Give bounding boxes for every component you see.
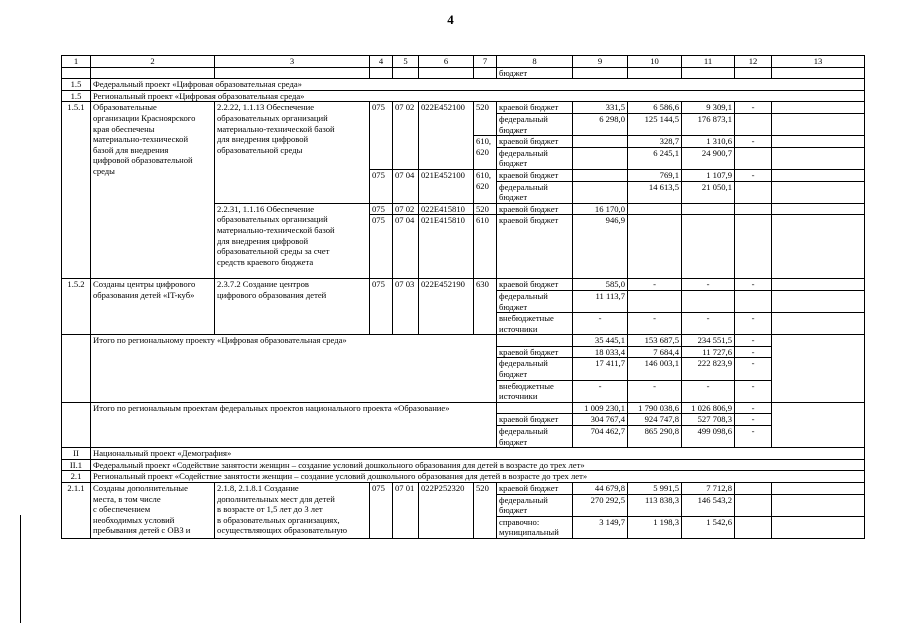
- value-cell: 6 298,0: [573, 113, 628, 135]
- source-cell: федеральный бюджет: [497, 290, 573, 312]
- code-cell: 07 02: [393, 102, 419, 170]
- activity-name: 2.3.7.2 Создание центров цифрового образования детей: [215, 279, 370, 335]
- value-cell: 1 107,9: [682, 169, 735, 181]
- value-cell: 946,9: [573, 215, 628, 279]
- source-cell: внебюджетные источники: [497, 380, 573, 402]
- value-cell: -: [735, 102, 772, 114]
- source-cell: краевой бюджет: [497, 203, 573, 215]
- source-cell: федеральный бюджет: [497, 113, 573, 135]
- value-cell: -: [735, 313, 772, 335]
- value-cell: 924 747,8: [628, 414, 682, 426]
- activity-name: 2.1.8, 2.1.8.1 Создание дополнительных мест для детей в возрасте от 1,5 лет до 3 лет в образовательных организациях, осуществляющих образовательную: [215, 483, 370, 539]
- table-row: [62, 67, 865, 79]
- value-cell: -: [573, 313, 628, 335]
- value-cell: 304 767,4: [573, 414, 628, 426]
- source-cell: внебюджетные источники: [497, 313, 573, 335]
- code-cell: 022P252320: [419, 483, 474, 539]
- code-cell: 075: [370, 102, 393, 170]
- code-cell: 07 01: [393, 483, 419, 539]
- margin-line: [20, 515, 21, 623]
- code-cell: 07 04: [393, 169, 419, 203]
- source-cell: бюджет: [497, 67, 573, 79]
- source-cell: краевой бюджет: [497, 414, 573, 426]
- code-cell: 610, 620: [474, 136, 497, 170]
- header-row: [62, 56, 865, 68]
- row-number: II.1: [62, 459, 91, 471]
- source-cell: краевой бюджет: [497, 169, 573, 181]
- value-cell: -: [628, 313, 682, 335]
- value-cell: 44 679,8: [573, 483, 628, 495]
- value-cell: 14 613,5: [628, 181, 682, 203]
- row-number: 2.1.1: [62, 483, 91, 539]
- header-cell: 7: [474, 56, 497, 68]
- section-row: [62, 471, 865, 483]
- value-cell: 769,1: [628, 169, 682, 181]
- source-cell: краевой бюджет: [497, 102, 573, 114]
- value-cell: 331,5: [573, 102, 628, 114]
- code-cell: 021E452100: [419, 169, 474, 203]
- header-cell: 4: [370, 56, 393, 68]
- header-cell: 9: [573, 56, 628, 68]
- activity-name: 2.2.22, 1.1.13 Обеспечение образовательных организаций материально-технической базой для внедрения цифровой образовательной среды: [215, 102, 370, 203]
- value-cell: 1 198,3: [628, 516, 682, 538]
- section-row: [62, 79, 865, 91]
- value-cell: 585,0: [573, 279, 628, 291]
- value-cell: 176 873,1: [682, 113, 735, 135]
- result-name: Образовательные организации Красноярского края обеспечены материально-технической базой для внедрения цифровой образовательной среды: [91, 102, 215, 279]
- value-cell: 865 290,8: [628, 426, 682, 448]
- table-row: [62, 102, 865, 114]
- value-cell: 7 684,4: [628, 346, 682, 358]
- code-cell: 075: [370, 279, 393, 335]
- value-cell: 3 149,7: [573, 516, 628, 538]
- code-cell: 022E415810: [419, 203, 474, 215]
- code-cell: 07 03: [393, 279, 419, 335]
- page-number: 4: [447, 12, 454, 27]
- code-cell: 610, 620: [474, 169, 497, 203]
- header-cell: 3: [215, 56, 370, 68]
- source-cell: краевой бюджет: [497, 483, 573, 495]
- section-title: Федеральный проект «Цифровая образовательная среда»: [91, 79, 865, 91]
- value-cell: 499 098,6: [682, 426, 735, 448]
- activity-name: 2.2.31, 1.1.16 Обеспечение образовательных организаций материально-технической базой для внедрения цифровой образовательной среды за счет средств краевого бюджета: [215, 203, 370, 279]
- value-cell: -: [735, 169, 772, 181]
- value-cell: -: [735, 346, 772, 358]
- header-cell: 6: [419, 56, 474, 68]
- source-cell: федеральный бюджет: [497, 358, 573, 380]
- value-cell: -: [735, 426, 772, 448]
- value-cell: 35 445,1: [573, 335, 628, 347]
- value-cell: -: [735, 136, 772, 148]
- value-cell: 11 113,7: [573, 290, 628, 312]
- value-cell: -: [573, 380, 628, 402]
- value-cell: 16 170,0: [573, 203, 628, 215]
- value-cell: 1 542,6: [682, 516, 735, 538]
- row-number: 2.1: [62, 471, 91, 483]
- header-cell: 5: [393, 56, 419, 68]
- value-cell: 234 551,5: [682, 335, 735, 347]
- result-name: Созданы дополнительные места, в том числе с обеспечением необходимых условий пребывания детей с ОВЗ и: [91, 483, 215, 539]
- value-cell: 153 687,5: [628, 335, 682, 347]
- value-cell: -: [682, 313, 735, 335]
- value-cell: -: [628, 279, 682, 291]
- result-name: Созданы центры цифрового образования детей «IT-куб»: [91, 279, 215, 335]
- value-cell: 18 033,4: [573, 346, 628, 358]
- header-cell: 10: [628, 56, 682, 68]
- budget-table: [61, 55, 865, 539]
- value-cell: 113 838,3: [628, 494, 682, 516]
- row-number: 1.5: [62, 90, 91, 102]
- value-cell: 527 708,3: [682, 414, 735, 426]
- header-cell: 11: [682, 56, 735, 68]
- source-cell: федеральный бюджет: [497, 426, 573, 448]
- table-row: [62, 279, 865, 291]
- value-cell: -: [735, 358, 772, 380]
- source-cell: федеральный бюджет: [497, 494, 573, 516]
- header-cell: 13: [772, 56, 865, 68]
- source-cell: краевой бюджет: [497, 136, 573, 148]
- total-row: [62, 402, 865, 414]
- value-cell: -: [735, 335, 772, 347]
- section-row: [62, 459, 865, 471]
- code-cell: 075: [370, 483, 393, 539]
- code-cell: 520: [474, 483, 497, 539]
- value-cell: 222 823,9: [682, 358, 735, 380]
- value-cell: -: [628, 380, 682, 402]
- row-number: II: [62, 448, 91, 460]
- value-cell: 1 310,6: [682, 136, 735, 148]
- value-cell: -: [682, 279, 735, 291]
- code-cell: 520: [474, 102, 497, 136]
- value-cell: -: [735, 279, 772, 291]
- value-cell: 7 712,8: [682, 483, 735, 495]
- header-cell: 12: [735, 56, 772, 68]
- total-row: [62, 335, 865, 347]
- code-cell: 021E415810: [419, 215, 474, 279]
- value-cell: 6 586,6: [628, 102, 682, 114]
- row-number: 1.5: [62, 79, 91, 91]
- section-title: Национальный проект «Демография»: [91, 448, 865, 460]
- code-cell: 075: [370, 215, 393, 279]
- source-cell: краевой бюджет: [497, 215, 573, 279]
- value-cell: -: [682, 380, 735, 402]
- value-cell: 21 050,1: [682, 181, 735, 203]
- value-cell: 146 003,1: [628, 358, 682, 380]
- code-cell: 075: [370, 203, 393, 215]
- value-cell: 1 790 038,6: [628, 402, 682, 414]
- total-label: Итого по региональному проекту «Цифровая образовательная среда»: [91, 335, 497, 403]
- header-cell: 1: [62, 56, 91, 68]
- source-cell: краевой бюджет: [497, 346, 573, 358]
- code-cell: 075: [370, 169, 393, 203]
- value-cell: 125 144,5: [628, 113, 682, 135]
- header-cell: 2: [91, 56, 215, 68]
- section-row: [62, 448, 865, 460]
- value-cell: 1 026 806,9: [682, 402, 735, 414]
- code-cell: 07 02: [393, 203, 419, 215]
- code-cell: 022E452190: [419, 279, 474, 335]
- code-cell: 520: [474, 203, 497, 215]
- header-cell: 8: [497, 56, 573, 68]
- value-cell: 17 411,7: [573, 358, 628, 380]
- row-number: 1.5.2: [62, 279, 91, 335]
- section-title: Региональный проект «Цифровая образовательная среда»: [91, 90, 865, 102]
- value-cell: 146 543,2: [682, 494, 735, 516]
- value-cell: -: [735, 402, 772, 414]
- section-row: [62, 90, 865, 102]
- code-cell: 630: [474, 279, 497, 335]
- value-cell: 11 727,6: [682, 346, 735, 358]
- code-cell: 07 04: [393, 215, 419, 279]
- source-cell: федеральный бюджет: [497, 147, 573, 169]
- value-cell: 270 292,5: [573, 494, 628, 516]
- row-number: 1.5.1: [62, 102, 91, 279]
- source-cell: справочно: муниципальный: [497, 516, 573, 538]
- value-cell: 24 900,7: [682, 147, 735, 169]
- value-cell: -: [735, 380, 772, 402]
- value-cell: 6 245,1: [628, 147, 682, 169]
- section-title: Федеральный проект «Содействие занятости женщин – создание условий дошкольного образования для детей в возрасте до трех лет»: [91, 459, 865, 471]
- table-row: [62, 483, 865, 495]
- value-cell: 9 309,1: [682, 102, 735, 114]
- value-cell: -: [735, 414, 772, 426]
- value-cell: 1 009 230,1: [573, 402, 628, 414]
- total-label: Итого по региональным проектам федеральных проектов национального проекта «Образование»: [91, 402, 497, 447]
- section-title: Региональный проект «Содействие занятости женщин – создание условий дошкольного образования для детей в возрасте до трех лет»: [91, 471, 865, 483]
- source-cell: краевой бюджет: [497, 279, 573, 291]
- value-cell: 328,7: [628, 136, 682, 148]
- value-cell: 5 991,5: [628, 483, 682, 495]
- code-cell: 610: [474, 215, 497, 279]
- code-cell: 022E452100: [419, 102, 474, 170]
- source-cell: федеральный бюджет: [497, 181, 573, 203]
- value-cell: 704 462,7: [573, 426, 628, 448]
